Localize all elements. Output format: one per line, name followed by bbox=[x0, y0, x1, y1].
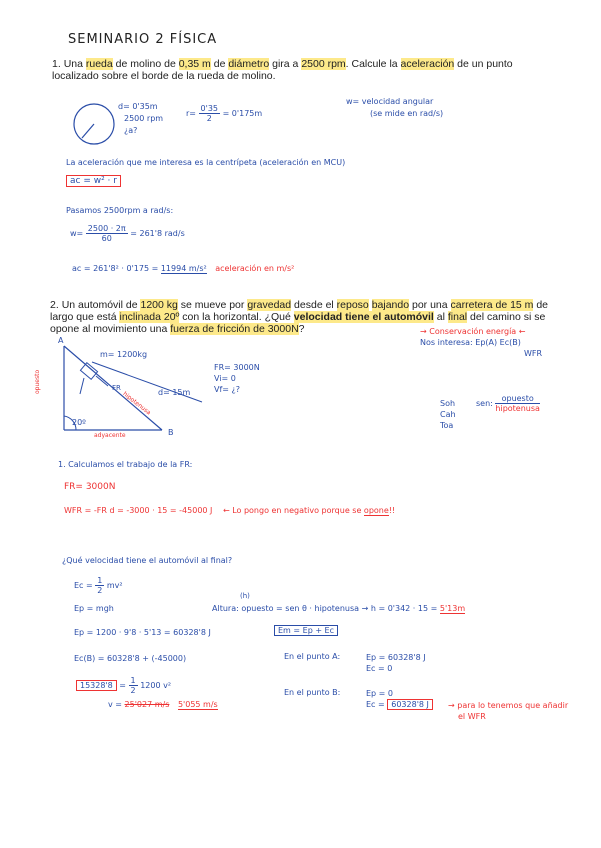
conservation-note: → Conservación energía ← Nos interesa: Ep(A) Ec(B) WFR bbox=[420, 327, 543, 358]
velocity-question: ¿Qué velocidad tiene el automóvil al final? bbox=[62, 556, 233, 565]
radius-line bbox=[82, 124, 94, 138]
omega-calc: w= $\frac{2500 \cdot 2\pi}{60}$ = 261'8 rad/s bbox=[70, 224, 185, 243]
label-force: FR bbox=[112, 384, 121, 392]
ac-calc: ac = 261'8² · 0'175 = 11994 m/s² aceleración en m/s² bbox=[72, 264, 295, 273]
centripetal-note: La aceleración que me interesa es la centrípeta (aceleración en MCU) bbox=[66, 158, 346, 167]
label-opuesto: opuesto bbox=[34, 369, 41, 394]
wheel-diagram bbox=[68, 100, 120, 148]
label-point-a: A bbox=[58, 336, 64, 345]
data-rpm: 2500 rpm bbox=[124, 114, 164, 123]
friction-force: FR= 3000N bbox=[64, 482, 116, 492]
convert-line: Pasamos 2500rpm a rad/s: bbox=[66, 206, 174, 215]
sine-definition: sen: $\frac{\text{opuesto}}{\text{hipotenusa}}$ bbox=[476, 394, 540, 413]
label-adyacente: adyacente bbox=[94, 432, 126, 439]
centripetal-formula: ac = w² · r bbox=[66, 176, 121, 186]
ecb-calc: Ec(B) = 60328'8 + (-45000) bbox=[74, 654, 187, 663]
mechanical-energy: Em = Ep + Ec bbox=[274, 626, 338, 635]
question-2: 2. Un automóvil de 1200 kg se mueve por gravedad desde el reposo bajando por una carretera de 15 m de largo que está inclinada 20º con la horizontal. ¿Qué velocidad tiene el automóvil al final del camino si se opone al movimiento una fuerza de fricción de 3000N? bbox=[50, 299, 549, 335]
point-b-values: Ep = 0 Ec = 60328'8 J bbox=[366, 688, 433, 710]
label-angle: 20º bbox=[72, 418, 86, 427]
question-1: 1. Una rueda de molino de 0,35 m de diámetro gira a 2500 rpm. Calcule la aceleración de un punto localizado sobre el borde de la rueda de molino. bbox=[52, 58, 513, 82]
label-distance: d= 15m bbox=[158, 388, 191, 397]
point-a-line: En el punto A: bbox=[284, 652, 341, 661]
equation-2: 15328'8 = $\frac{1}{2}$ 1200 v² bbox=[76, 676, 171, 695]
point-a-values: Ep = 60328'8 J Ec = 0 bbox=[366, 653, 426, 673]
label-mass: m= 1200kg bbox=[100, 350, 148, 359]
data-acceleration: ¿a? bbox=[124, 126, 138, 135]
data-diameter: d= 0'35m bbox=[118, 102, 158, 111]
car-box bbox=[80, 363, 97, 380]
label-hipotenusa: hipotenusa bbox=[121, 390, 153, 417]
height-line: Altura: opuesto = sen θ · hipotenusa → h = 0'342 · 15 = 5'13m bbox=[212, 604, 466, 613]
weight-arrow bbox=[80, 378, 84, 394]
velocity-result: v = 25'027 m/s 5'055 m/s bbox=[108, 700, 218, 709]
friction-arrow bbox=[96, 376, 108, 386]
omega-unit: (se mide en rad/s) bbox=[370, 109, 444, 118]
label-point-b: B bbox=[168, 428, 174, 437]
omega-definition: w= velocidad angular bbox=[346, 97, 434, 106]
page-title: SEMINARIO 2 FÍSICA bbox=[68, 32, 218, 47]
potential-energy: Ep = mgh bbox=[74, 604, 114, 613]
height-label: (h) bbox=[240, 592, 250, 600]
point-b-line: En el punto B: bbox=[284, 688, 341, 697]
radius-calc: r= $\frac{0'35}{2}$ = 0'175m bbox=[186, 104, 263, 123]
work-friction: WFR = -FR d = -3000 · 15 = -45000 J ← Lo pongo en negativo porque se opone!! bbox=[64, 506, 396, 515]
point-b-note: → para lo tenemos que añadir el WFR bbox=[448, 701, 569, 721]
work-intro: 1. Calculamos el trabajo de la FR: bbox=[58, 460, 193, 469]
soh-cah-toa: Soh Cah Toa bbox=[440, 399, 456, 430]
givens: FR= 3000N Vi= 0 Vf= ¿? bbox=[214, 363, 260, 394]
kinetic-energy: Ec = $\frac{1}{2}$ mv² bbox=[74, 576, 123, 595]
ep-calc: Ep = 1200 · 9'8 · 5'13 = 60328'8 J bbox=[74, 628, 211, 637]
